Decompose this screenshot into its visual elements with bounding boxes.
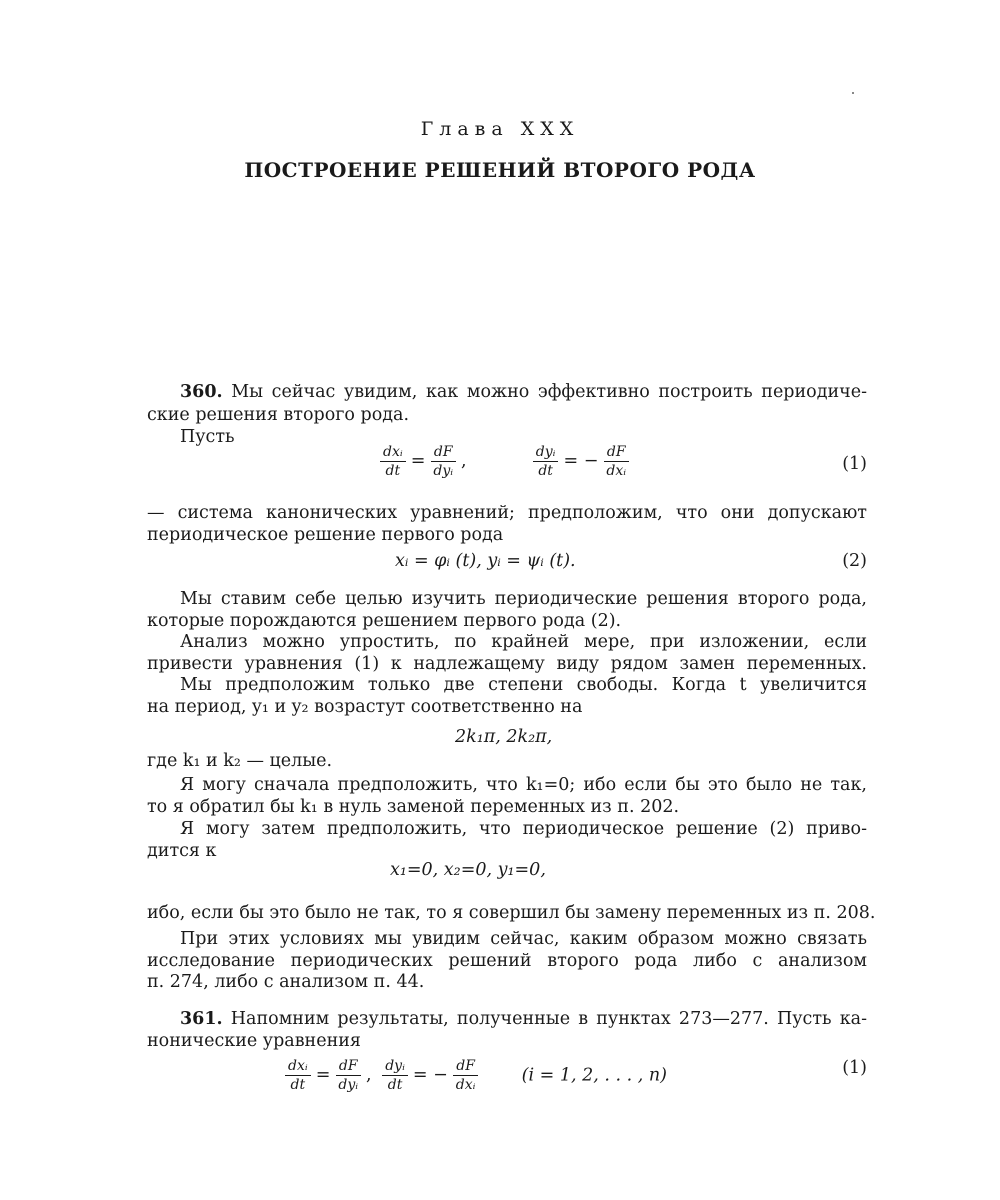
equation-number: (2) bbox=[842, 551, 867, 571]
equation-3: 2k₁π, 2k₂π, bbox=[455, 727, 553, 747]
paragraph-line: — система канонических уравнений; предположим, что они допускают bbox=[147, 503, 867, 523]
paragraph-line: где k₁ и k₂ — целые. bbox=[147, 751, 333, 771]
paragraph-line: периодическое решение первого рода bbox=[147, 525, 504, 545]
paragraph-line: Пусть bbox=[180, 427, 235, 447]
paragraph-line: нонические уравнения bbox=[147, 1031, 361, 1051]
paragraph-line: Мы предположим только две степени свободы. Когда t увеличится bbox=[180, 675, 867, 695]
paragraph-line: которые порождаются решением первого рода (2). bbox=[147, 611, 622, 631]
paragraph-line: ибо, если бы это было не так, то я совершил бы замену переменных из п. 208. bbox=[147, 903, 876, 923]
paragraph-line: на период, y₁ и y₂ возрастут соответственно на bbox=[147, 697, 583, 717]
paragraph-line: Я могу затем предположить, что периодическое решение (2) приво- bbox=[180, 819, 867, 839]
equation-2: xᵢ = φᵢ (t), yᵢ = ψᵢ (t). (2) bbox=[395, 551, 867, 571]
equation-1: $\frac{\text{dxᵢ}}{dt}$ = $\frac{dF}{\text{dyᵢ}}$ , $\frac{\text{dyᵢ}}{dt}$ = − $\frac{dF}{\text{dxᵢ}}$ (1) bbox=[0, 444, 1000, 488]
paragraph-line: Анализ можно упростить, по крайней мере, при изложении, если bbox=[180, 632, 867, 652]
scan-speck bbox=[852, 92, 854, 94]
paragraph-line: исследование периодических решений второго рода либо с анализом bbox=[147, 951, 867, 971]
equation-5: $\frac{\text{dxᵢ}}{dt}$ = $\frac{dF}{\text{dyᵢ}}$ , $\frac{\text{dyᵢ}}{dt}$ = − $\frac{dF}{\text{dxᵢ}}$ (i = 1, 2, . . . , n) (1) bbox=[0, 1058, 1000, 1102]
paragraph-line: привести уравнения (1) к надлежащему виду рядом замен переменных. bbox=[147, 654, 867, 674]
paragraph-line: Мы ставим себе целью изучить периодические решения второго рода, bbox=[180, 589, 867, 609]
paragraph-line: При этих условиях мы увидим сейчас, каким образом можно связать bbox=[180, 929, 867, 949]
paragraph-line: то я обратил бы k₁ в нуль заменой переменных из п. 202. bbox=[147, 797, 680, 817]
paragraph-line: дится к bbox=[147, 841, 217, 861]
paragraph-line: п. 274, либо с анализом п. 44. bbox=[147, 972, 425, 992]
chapter-label: Глава XXX bbox=[420, 118, 580, 140]
paragraph-line: ские решения второго рода. bbox=[147, 405, 410, 425]
paragraph-line: 360. Мы сейчас увидим, как можно эффективно построить периодиче- bbox=[180, 382, 867, 402]
section-number-361: 361. bbox=[180, 1009, 223, 1029]
paragraph-line: Я могу сначала предположить, что k₁=0; ибо если бы это было не так, bbox=[180, 775, 867, 795]
paragraph-line: 361. Напомним результаты, полученные в пунктах 273—277. Пусть ка- bbox=[180, 1009, 867, 1029]
chapter-title: ПОСТРОЕНИЕ РЕШЕНИЙ ВТОРОГО РОДА bbox=[244, 158, 756, 182]
section-number-360: 360. bbox=[180, 382, 223, 402]
equation-number: (1) bbox=[842, 454, 867, 474]
equation-4: x₁=0, x₂=0, y₁=0, bbox=[390, 860, 546, 880]
equation-number: (1) bbox=[842, 1058, 867, 1078]
